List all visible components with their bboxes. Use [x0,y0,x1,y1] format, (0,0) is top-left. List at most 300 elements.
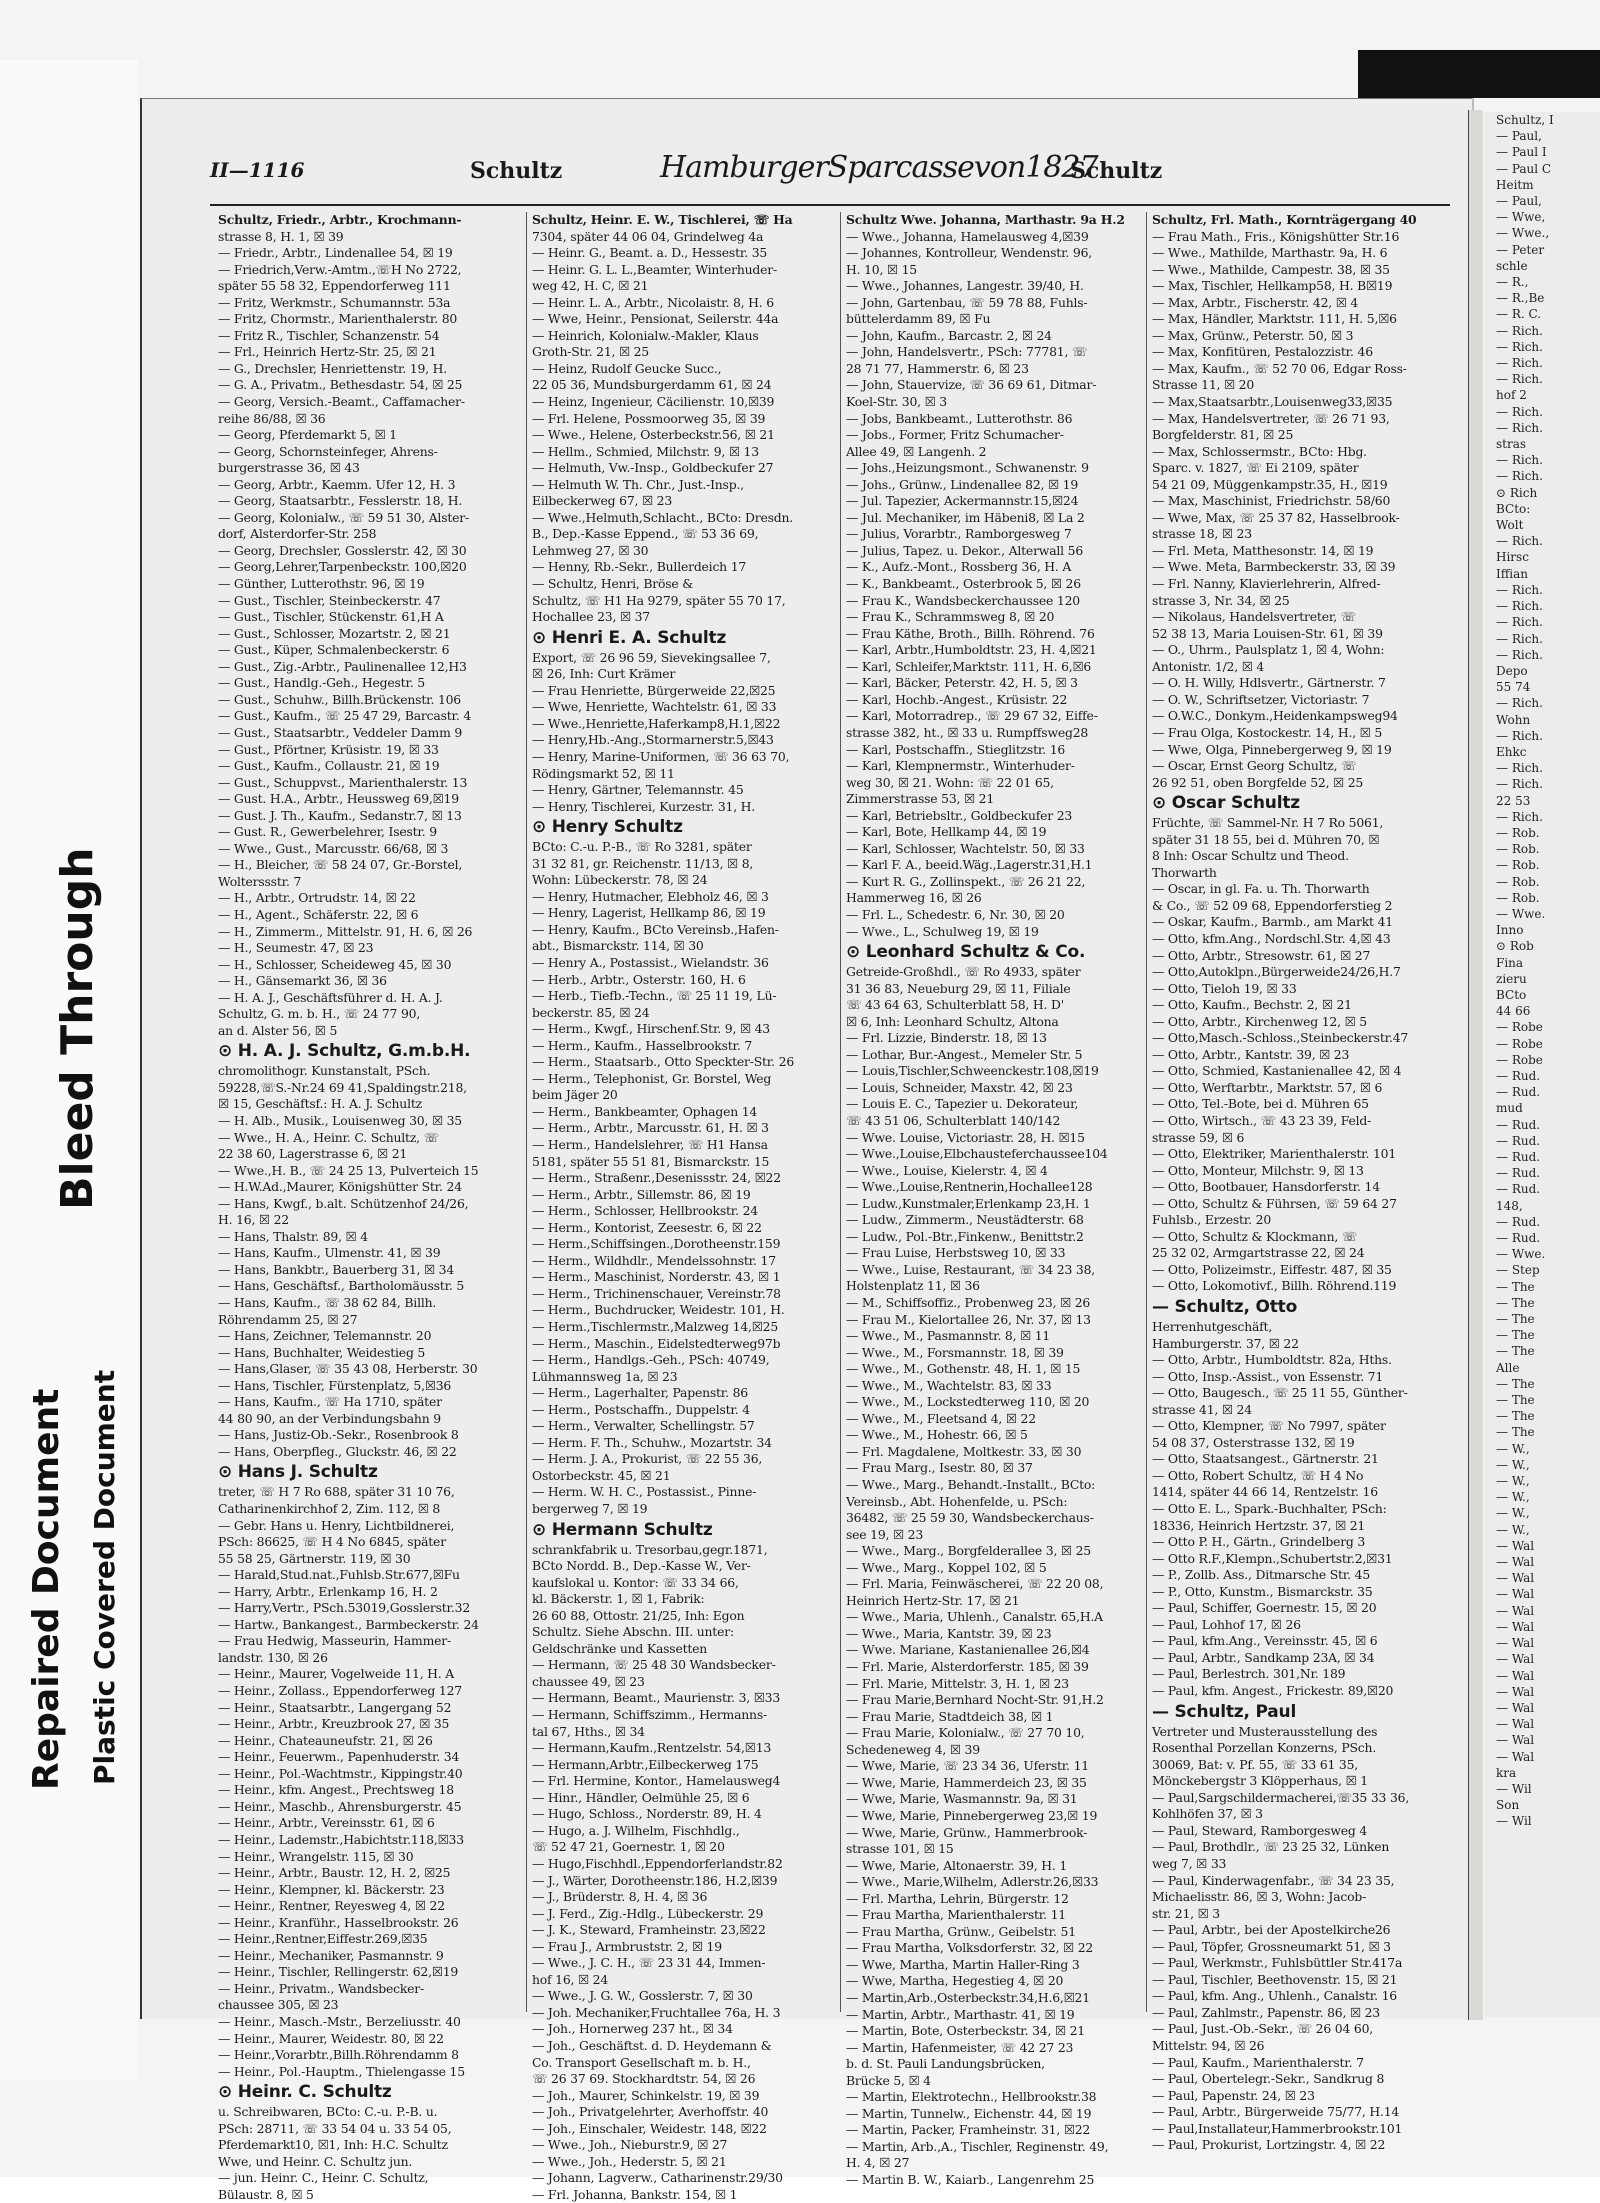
directory-entry: — Oscar, Ernst Georg Schultz, ☏ [1152,758,1357,774]
directory-entry: — P., Zollb. Ass., Ditmarsche Str. 45 [1152,1567,1371,1583]
directory-entry: Geldschränke und Kassetten [532,1640,708,1656]
directory-entry: — Gust., Staatsarbtr., Veddeler Damm 9 [218,724,463,740]
directory-entry: — Frl. Marie, Alsterdorferstr. 185, ☒ 39 [846,1659,1089,1675]
directory-entry: — Lothar, Bur.-Angest., Memeler Str. 5 [846,1046,1083,1062]
directory-entry: — Heinr., Privatm., Wandsbecker- [218,1980,425,1996]
directory-entry: — Wwe., Maria, Kantstr. 39, ☒ 23 [846,1625,1052,1641]
directory-entry: — Heinr., Chateauneufstr. 21, ☒ 26 [218,1732,433,1748]
directory-entry: — Gust., Kaufm., ☏ 25 47 29, Barcastr. 4 [218,708,472,724]
directory-entry: — Frau Marie,Bernhard Nocht-Str. 91,H.2 [846,1692,1104,1708]
directory-entry: — Heinr.,Rentner,Eiffestr.269,☒35 [218,1931,428,1947]
directory-entry: — Nikolaus, Handelsvertreter, ☏ [1152,609,1356,625]
directory-entry: — John, Handelsvertr., PSch: 77781, ☏ [846,344,1088,360]
directory-entry: ☏ 52 47 21, Goernestr. 1, ☒ 20 [532,1839,725,1855]
scan-edge-top [1358,50,1600,98]
directory-entry: — Joh., Hornerweg 237 ht., ☒ 34 [532,2021,733,2037]
directory-entry: — Paul, Arbtr., Bürgerweide 75/77, H.14 [1152,2104,1400,2120]
directory-entry: — Hugo, Schloss., Norderstr. 89, H. 4 [532,1806,762,1822]
directory-entry: — Günther, Lutterothstr. 96, ☒ 19 [218,576,425,592]
directory-entry: — Frau M., Kielortallee 26, Nr. 37, ☒ 13 [846,1311,1091,1327]
directory-entry: — Gust. J. Th., Kaufm., Sedanstr.7, ☒ 13 [218,807,462,823]
next-page-entry: — W., [1496,1522,1530,1537]
next-page-entry: — Rich. [1496,534,1543,549]
directory-entry: — Henry, Gärtner, Telemannstr. 45 [532,782,744,798]
directory-entry: — Frl., Heinrich Hertz-Str. 25, ☒ 21 [218,344,437,360]
directory-entry: — Frau Hedwig, Masseurin, Hammer- [218,1633,451,1649]
next-page-entry: — W., [1496,1506,1530,1521]
directory-entry: Mönckebergstr 3 Klöpperhaus, ☒ 1 [1152,1773,1368,1789]
directory-entry: Sparc. v. 1827, ☏ Ei 2109, später [1152,460,1359,476]
directory-entry: — Otto E. L., Spark.-Buchhalter, PSch: [1152,1501,1387,1517]
directory-entry: Schultz, G. m. b. H., ☏ 24 77 90, [218,1006,421,1022]
next-page-entry: 148, [1496,1198,1523,1213]
directory-entry: ⊙ Leonhard Schultz & Co. [846,942,1086,963]
directory-entry: — Julius, Tapez. u. Dekor., Alterwall 56 [846,542,1084,558]
next-page-entry: — The [1496,1344,1535,1359]
directory-entry: burgerstrasse 36, ☒ 43 [218,460,360,476]
directory-entry: — M., Schiffsoffiz., Probenweg 23, ☒ 26 [846,1295,1091,1310]
directory-entry: — Martin, Bote, Osterbeckstr. 34, ☒ 21 [846,2023,1085,2039]
next-page-entry: — Rich. [1496,372,1543,387]
directory-entry: — Harry, Arbtr., Erlenkamp 16, H. 2 [218,1583,438,1599]
directory-entry: — Otto, Monteur, Milchstr. 9, ☒ 13 [1152,1162,1364,1178]
directory-entry: — H., Arbtr., Ortrudstr. 14, ☒ 22 [218,890,416,906]
directory-entry: an d. Alster 56, ☒ 5 [218,1022,338,1038]
directory-entry: — Hermann,Arbtr.,Eilbeckerweg 175 [532,1756,759,1772]
next-page-entry: 22 53 [1496,793,1531,808]
next-page-entry: — The [1496,1393,1535,1408]
directory-entry: — Herm., Kontorist, Zeesestr. 6, ☒ 22 [532,1219,762,1235]
directory-entry: — Herb., Tiefb.-Techn., ☏ 25 11 19, Lü- [532,988,777,1004]
directory-entry: — K., Bankbeamt., Osterbrook 5, ☒ 26 [846,576,1081,592]
directory-entry: kaufslokal u. Kontor: ☏ 33 34 66, [532,1574,739,1590]
directory-entry: strasse 59, ☒ 6 [1152,1129,1245,1145]
directory-entry: 36482, ☏ 25 59 30, Wandsbeckerchaus- [846,1510,1094,1526]
directory-entry: — J., Wärter, Dorotheenstr.186, H.2,☒39 [532,1872,778,1888]
directory-entry: ⊙ Heinr. C. Schultz [218,2082,392,2103]
directory-entry: — Hans,Glaser, ☏ 35 43 08, Herberstr. 30 [218,1361,478,1377]
directory-entry: — Karl, Bäcker, Peterstr. 42, H. 5, ☒ 3 [846,675,1078,691]
directory-entry: & Co., ☏ 52 09 68, Eppendorferstieg 2 [1152,897,1393,913]
directory-entry: — Hans, Bankbtr., Bauerberg 31, ☒ 34 [218,1261,455,1277]
next-page-entry: — Rich. [1496,777,1543,792]
directory-entry: Schultz, Friedr., Arbtr., Krochmann- [218,212,462,227]
next-page-entry: — Rich. [1496,728,1543,743]
directory-entry: ☏ 43 51 06, Schulterblatt 140/142 [846,1112,1061,1128]
directory-entry: — Otto, Lokomotivf., Billh. Röhrend.119 [1152,1278,1397,1294]
directory-entry: strasse 101, ☒ 15 [846,1841,954,1857]
bleed-stamp: Bleed Through [52,847,103,1210]
page-number: II—1116 [210,158,305,182]
directory-entry: weg 7, ☒ 33 [1152,1855,1227,1871]
directory-entry: — J. Ferd., Zig.-Hdlg., Lübeckerstr. 29 [532,1905,764,1921]
directory-entry: — Fritz R., Tischler, Schanzenstr. 54 [218,327,440,343]
directory-entry: 18336, Heinrich Hertzstr. 37, ☒ 21 [1152,1517,1366,1533]
directory-entry: — Gust., Schlosser, Mozartstr. 2, ☒ 21 [218,625,451,641]
directory-entry: — Max, Kaufm., ☏ 52 70 06, Edgar Ross- [1152,360,1407,376]
directory-entry: — Louis, Schneider, Maxstr. 42, ☒ 23 [846,1079,1073,1095]
directory-entry: chaussee 49, ☒ 23 [532,1673,645,1689]
directory-entry: — Paul, Obertelegr.-Sekr., Sandkrug 8 [1152,2071,1385,2087]
directory-entry: — Gust., Tischler, Steinbeckerstr. 47 [218,592,441,608]
directory-entry: — Harry,Vertr., PSch.53019,Gosslerstr.32 [218,1600,471,1616]
next-page-entry: — Wal [1496,1571,1535,1586]
directory-entry: — Otto, Schultz & Klockmann, ☏ [1152,1228,1358,1244]
next-page-entry: — Wal [1496,1652,1535,1667]
directory-entry: 44 80 90, an der Verbindungsbahn 9 [218,1410,441,1426]
directory-entry: 54 08 37, Osterstrasse 132, ☒ 19 [1152,1434,1355,1450]
directory-entry: Rödingsmarkt 52, ☒ 11 [532,765,675,781]
directory-entry: — Martin, Packer, Framheinstr. 31, ☒22 [846,2122,1091,2138]
directory-entry: — Frl. Meta, Matthesonstr. 14, ☒ 19 [1152,542,1374,558]
directory-entry: — Martin, Arb.,A., Tischler, Reginenstr. 49, [846,2138,1109,2154]
directory-entry: — Gust., Handlg.-Geh., Hegestr. 5 [218,675,425,691]
next-page-entry: — Peter [1496,242,1545,257]
directory-entry: — Harald,Stud.nat.,Fuhlsb.Str.677,☒Fu [218,1567,460,1583]
directory-entry: — Herm., Verwalter, Schellingstr. 57 [532,1418,755,1434]
directory-entry: B., Dep.-Kasse Eppend., ☏ 53 36 69, [532,526,759,542]
directory-entry: — Paul, Zahlmstr., Papenstr. 86, ☒ 23 [1152,2004,1380,2020]
directory-entry: — Heinr. G., Beamt. a. D., Hessestr. 35 [532,245,768,261]
directory-entry: Kohlhöfen 37, ☒ 3 [1152,1806,1263,1822]
directory-entry: Schultz Wwe. Johanna, Marthastr. 9a H.2 [846,212,1125,227]
next-page-entry: Wohn [1496,712,1531,727]
directory-entry: — Hans, Geschäftsf., Bartholomäusstr. 5 [218,1278,465,1294]
directory-entry: — Otto, Klempner, ☏ No 7997, später [1152,1418,1386,1434]
next-page-entry: BCto [1496,987,1527,1002]
directory-entry: — John, Kaufm., Barcastr. 2, ☒ 24 [846,327,1052,343]
directory-entry: — Paul, Lohhof 17, ☒ 26 [1152,1616,1301,1632]
directory-entry: 30069, Bat: v. Pf. 55, ☏ 33 61 35, [1152,1756,1359,1772]
directory-entry: 55 58 25, Gärtnerstr. 119, ☒ 30 [218,1550,411,1566]
directory-entry: BCto: C.-u. P.-B., ☏ Ro 3281, später [532,839,752,855]
next-page-entry: — W., [1496,1457,1530,1472]
next-page-entry: — Rob. [1496,842,1540,857]
directory-entry: — Otto, Tel.-Bote, bei d. Mühren 65 [1152,1096,1369,1112]
directory-entry: 5181, später 55 51 81, Bismarckstr. 15 [532,1153,770,1169]
directory-entry: — Paul, Berlestrch. 301,Nr. 189 [1152,1666,1346,1682]
directory-entry: — Georg, Pferdemarkt 5, ☒ 1 [218,427,397,443]
directory-entry: ⊙ H. A. J. Schultz, G.m.b.H. [218,1041,471,1062]
directory-entry: — Karl, Motorradrep., ☏ 29 67 32, Eiffe- [846,708,1098,724]
directory-entry: 28 71 77, Hammerstr. 6, ☒ 23 [846,360,1029,376]
directory-entry: — Karl, Postschaffn., Stieglitzstr. 16 [846,741,1066,757]
directory-entry: — G., Drechsler, Henriettenstr. 19, H. [218,360,447,376]
directory-entry: — Hermann,Kaufm.,Rentzelstr. 54,☒13 [532,1740,772,1756]
directory-entry: Thorwarth [1152,864,1217,880]
directory-entry: — Heinr., Arbtr., Kreuzbrook 27, ☒ 35 [218,1716,450,1732]
directory-entry: — Hellm., Schmied, Milchstr. 9, ☒ 13 [532,443,759,459]
directory-entry: — Frau Martha, Volksdorferstr. 32, ☒ 22 [846,1940,1094,1956]
next-page-entry: — Wal [1496,1717,1535,1732]
directory-entry: — Otto, Baugesch., ☏ 25 11 55, Günther- [1152,1385,1408,1401]
directory-entry: — Paul, Töpfer, Grossneumarkt 51, ☒ 3 [1152,1938,1391,1954]
directory-entry: — Otto, Kaufm., Bechstr. 2, ☒ 21 [1152,997,1352,1013]
directory-entry: — Heinr.,Vorarbtr.,Billh.Röhrendamm 8 [218,2047,459,2063]
directory-entry: — Max, Arbtr., Fischerstr. 42, ☒ 4 [1152,294,1359,310]
directory-entry: — Frau Marie, Stadtdeich 38, ☒ 1 [846,1708,1054,1724]
directory-entry: — Wwe., Joh., Nieburstr.9, ☒ 27 [532,2137,728,2153]
directory-entry: — Heinr., Masch.-Mstr., Berzeliusstr. 40 [218,2013,461,2029]
directory-entry: ⊙ Hans J. Schultz [218,1462,378,1483]
directory-entry: — Hans, Tischler, Fürstenplatz, 5,☒36 [218,1377,452,1393]
next-page-entry: — The [1496,1312,1535,1327]
directory-entry: — Herm. J. A., Prokurist, ☏ 22 55 36, [532,1451,763,1467]
directory-entry: — Frl. Hermine, Kontor., Hamelausweg4 [532,1773,781,1789]
directory-entry: — Hans, Thalstr. 89, ☒ 4 [218,1228,368,1244]
directory-entry: Vereinsb., Abt. Hohenfelde, u. PSch: [846,1493,1068,1509]
directory-entry: — Frau Martha, Grünw., Geibelstr. 51 [846,1923,1076,1939]
directory-entry: — Henry, Hutmacher, Elebholz 46, ☒ 3 [532,888,769,904]
directory-entry: — Heinr. L. A., Arbtr., Nicolaistr. 8, H. 6 [532,294,774,310]
next-page-entry: — The [1496,1409,1535,1424]
directory-entry: — Hermann, Schiffszimm., Hermanns- [532,1707,767,1723]
directory-entry: — Schultz, Henri, Bröse & [532,576,694,592]
directory-entry: — Otto, Arbtr., Stresowstr. 61, ☒ 27 [1152,947,1371,963]
directory-entry: — Henry, Kaufm., BCto Vereinsb.,Hafen- [532,921,779,937]
directory-entry: b. d. St. Pauli Landungsbrücken, [846,2056,1045,2072]
directory-entry: weg 30, ☒ 21. Wohn: ☏ 22 01 65, [846,774,1054,790]
directory-entry: büttelerdamm 89, ☒ Fu [846,311,991,327]
directory-entry: — Heinr., Arbtr., Vereinsstr. 61, ☒ 6 [218,1815,435,1831]
directory-entry: — Paul, Arbtr., Sandkamp 23A, ☒ 34 [1152,1649,1375,1665]
column-3 [846,212,1150,2187]
directory-entry: — Martin, Tunnelw., Eichenstr. 44, ☒ 19 [846,2105,1092,2121]
directory-entry: 25 32 02, Armgartstrasse 22, ☒ 24 [1152,1245,1365,1261]
directory-entry: — Gust., Zig.-Arbtr., Paulinenallee 12,H3 [218,658,467,674]
next-page-entry: — R.,Be [1496,291,1545,306]
directory-entry: — Karl, Arbtr.,Humboldtstr. 23, H. 4,☒21 [846,642,1097,658]
directory-entry: — Helmuth, Vw.-Insp., Goldbeckufer 27 [532,460,774,476]
next-page-entry: — Rich. [1496,339,1543,354]
directory-entry: — Otto, Arbtr., Humboldtstr. 82a, Hths. [1152,1352,1392,1368]
directory-entry: 59228,☏S.-Nr.24 69 41,Spaldingstr.218, [218,1079,467,1095]
directory-entry: — Frau Käthe, Broth., Billh. Röhrend. 76 [846,625,1095,641]
directory-entry: Borgfelderstr. 81, ☒ 25 [1152,427,1294,443]
directory-entry: — Herb., Arbtr., Osterstr. 160, H. 6 [532,971,746,987]
column-1 [218,212,522,2202]
directory-entry: — Heinr., kfm. Angest., Prechtsweg 18 [218,1782,454,1798]
directory-entry: Bülaustr. 8, ☒ 5 [218,2186,314,2202]
directory-entry: beckerstr. 85, ☒ 24 [532,1004,650,1020]
next-page-entry: — Wal [1496,1555,1535,1570]
column-divider [840,212,841,2012]
directory-entry: — Karl, Betriebsltr., Goldbeckufer 23 [846,807,1073,823]
directory-entry: — Wwe., Marg., Behandt.-Installt., BCto: [846,1477,1096,1493]
directory-entry: — Frl. Helene, Possmoorweg 35, ☒ 39 [532,410,766,426]
directory-entry: — Wwe., J. G. W., Gosslerstr. 7, ☒ 30 [532,1988,753,2004]
directory-entry: — Wwe., Johanna, Hamelausweg 4,☒39 [846,228,1089,244]
directory-entry: 31 32 81, gr. Reichenstr. 11/13, ☒ 8, [532,855,754,871]
directory-entry: — Wwe.,Helmuth,Schlacht., BCto: Dresdn. [532,509,794,525]
next-page-entry: — The [1496,1328,1535,1343]
directory-entry: — Paul, Papenstr. 24, ☒ 23 [1152,2087,1315,2103]
directory-entry: — Wwe., Joh., Hederstr. 5, ☒ 21 [532,2153,727,2169]
next-page-entry: — Wal [1496,1538,1535,1553]
directory-entry: — Gust., Schuhw., Billh.Brückenstr. 106 [218,691,461,707]
directory-entry: — Max, Schlossermstr., BCto: Hbg. [1152,443,1367,459]
directory-entry: später 55 58 32, Eppendorferweg 111 [218,278,451,294]
directory-entry: — Friedrich,Verw.-Amtm.,☏H No 2722, [218,261,462,277]
next-page-entry: Son [1496,1798,1520,1813]
directory-entry: — Wwe., M., Hohestr. 66, ☒ 5 [846,1427,1028,1443]
directory-entry: — jun. Heinr. C., Heinr. C. Schultz, [218,2170,429,2186]
directory-entry: — Paul, kfm. Ang., Uhlenh., Canalstr. 16 [1152,1988,1397,2004]
directory-entry: — Schultz, Paul [1152,1701,1297,1722]
directory-entry: — Georg,Lehrer,Tarpenbeckstr. 100,☒20 [218,559,467,575]
next-page-entry: — Rich. [1496,420,1543,435]
directory-entry: — Georg, Arbtr., Kaemm. Ufer 12, H. 3 [218,476,456,492]
next-page-entry: Hirsc [1496,550,1529,565]
directory-entry: — Heinr., Lademstr.,Habichtstr.118,☒33 [218,1831,464,1847]
directory-entry: — O., Uhrm., Paulsplatz 1, ☒ 4, Wohn: [1152,642,1385,658]
directory-entry: — Herm.,Schiffsingen.,Dorotheenstr.159 [532,1236,781,1252]
directory-entry: — Wwe., Mathilde, Campestr. 38, ☒ 35 [1152,261,1390,277]
directory-entry: — John, Gartenbau, ☏ 59 78 88, Fuhls- [846,294,1088,310]
next-page-entry: — Paul, [1496,194,1542,209]
directory-entry: weg 42, H. C, ☒ 21 [532,278,649,294]
directory-entry: — Louis E. C., Tapezier u. Dekorateur, [846,1096,1079,1112]
directory-entry: — Gust., Pförtner, Krüsistr. 19, ☒ 33 [218,741,439,757]
directory-entry: — H., Seumestr. 47, ☒ 23 [218,940,374,956]
directory-entry: — Oscar, in gl. Fa. u. Th. Thorwarth [1152,881,1370,897]
directory-entry: — Otto P. H., Gärtn., Grindelberg 3 [1152,1534,1366,1550]
directory-entry: — Gust. R., Gewerbelehrer, Isestr. 9 [218,824,437,840]
next-page-entry: — Wal [1496,1636,1535,1651]
directory-entry: — Wwe.,Louise,Rentnerin,Hochallee128 [846,1179,1093,1195]
page-gutter [1468,110,1483,2020]
directory-entry: — Karl, Klempnermstr., Winterhuder- [846,758,1075,774]
directory-entry: — Martin B. W., Kaiarb., Langenrehm 25 [846,2171,1095,2187]
directory-entry: — Frau Math., Fris., Königshütter Str.16 [1152,228,1400,244]
directory-entry: — Herm.,Tischlermstr.,Malzweg 14,☒25 [532,1319,779,1334]
directory-entry: — Wwe., Maria, Uhlenh., Canalstr. 65,H.A [846,1609,1103,1625]
next-page-entry: stras [1496,437,1527,452]
directory-entry: 7304, später 44 06 04, Grindelweg 4a [532,228,764,244]
directory-entry: hof 16, ☒ 24 [532,1971,609,1987]
directory-entry: BCto Nordd. B., Dep.-Kasse W., Ver- [532,1558,751,1574]
column-divider [526,212,527,2012]
directory-entry: — Max, Maschinist, Friedrichstr. 58/60 [1152,493,1391,509]
directory-entry: — Wwe.,H. B., ☏ 24 25 13, Pulverteich 15 [218,1162,479,1178]
directory-entry: — Heinr., Wrangelstr. 115, ☒ 30 [218,1848,414,1864]
directory-entry: — Wwe, Martha, Hegestieg 4, ☒ 20 [846,1973,1064,1989]
directory-entry: — Heinr., Rentner, Reyesweg 4, ☒ 22 [218,1898,445,1914]
next-page-entry: — W., [1496,1474,1530,1489]
next-page-entry: — Rob. [1496,825,1540,840]
directory-entry: Schultz, ☏ H1 Ha 9279, später 55 70 17, [532,592,786,608]
directory-entry: — Wwe. Meta, Barmbeckerstr. 33, ☒ 39 [1152,559,1396,575]
next-page-entry: — Wil [1496,1781,1532,1796]
directory-entry: 22 05 36, Mundsburgerdamm 61, ☒ 24 [532,377,772,393]
next-page-entry: — Rich. [1496,404,1543,419]
next-page-entry: kra [1496,1765,1517,1780]
directory-entry: 8 Inh: Oscar Schultz und Theod. [1152,848,1349,864]
directory-entry: Heinrich Hertz-Str. 17, ☒ 21 [846,1592,1020,1608]
directory-entry: — Karl, Schleifer,Marktstr. 111, H. 6,☒6 [846,658,1092,674]
next-page-entry: Schultz, I [1496,113,1554,127]
directory-entry: — Herm., Lagerhalter, Papenstr. 86 [532,1385,748,1401]
next-page-entry: Fina [1496,955,1524,970]
directory-entry: Export, ☏ 26 96 59, Sievekingsallee 7, [532,649,771,665]
next-page-entry: — Rud. [1496,1231,1541,1246]
directory-entry: — H., Agent., Schäferstr. 22, ☒ 6 [218,906,419,922]
directory-entry: Strasse 11, ☒ 20 [1152,377,1255,393]
next-page-entry: — Paul I [1496,145,1547,160]
directory-entry: — Paul, Kaufm., Marienthalerstr. 7 [1152,2054,1364,2070]
directory-entry: — Joh., Privatgelehrter, Averhoffstr. 40 [532,2104,769,2120]
next-page-entry: — The [1496,1425,1535,1440]
next-page-entry: — Rud. [1496,1166,1541,1181]
directory-entry: — Joh., Einschaler, Weidestr. 148, ☒22 [532,2120,767,2136]
directory-entry: 1414, später 44 66 14, Rentzelstr. 16 [1152,1484,1378,1500]
directory-entry: — Jobs, Bankbeamt., Lutterothstr. 86 [846,410,1073,426]
directory-entry: — Max, Tischler, Hellkamp58, H. B☒19 [1152,278,1393,294]
directory-entry: — Paul, Brothdlr., ☏ 23 25 32, Lünken [1152,1839,1390,1855]
directory-entry: — Paul, Arbtr., bei der Apostelkirche26 [1152,1922,1391,1938]
directory-entry: — Heinr., Tischler, Rellingerstr. 62,☒19 [218,1964,459,1980]
next-page-entry: — Rich. [1496,631,1543,646]
directory-entry: — Max, Händler, Marktstr. 111, H. 5,☒6 [1152,311,1397,327]
directory-entry: — J. K., Steward, Framheinstr. 23,☒22 [532,1922,766,1938]
directory-entry: — Paul, Kinderwagenfabr., ☏ 34 23 35, [1152,1872,1395,1888]
directory-entry: — Wwe., M., Fleetsand 4, ☒ 22 [846,1410,1036,1426]
directory-entry: — Herm., Postschaffn., Duppelstr. 4 [532,1401,750,1417]
directory-entry: strasse 18, ☒ 23 [1152,526,1252,542]
next-page-entry: — Rud. [1496,1182,1541,1197]
header-rule [210,204,1450,206]
directory-entry: — Ludw., Zimmerm., Neustädterstr. 68 [846,1212,1084,1228]
directory-entry: treter, ☏ H 7 Ro 688, später 31 10 76, [218,1484,455,1500]
next-page-entry: — Wal [1496,1587,1535,1602]
directory-entry: — Frl. Johanna, Bankstr. 154, ☒ 1 [532,2186,738,2202]
directory-entry: Antonistr. 1/2, ☒ 4 [1152,658,1265,674]
directory-entry: chromolithogr. Kunstanstalt, PSch. [218,1063,431,1079]
directory-entry: — Max, Handelsvertreter, ☏ 26 71 93, [1152,410,1390,426]
directory-entry: — Gust., Schuppvst., Marienthalerstr. 13 [218,774,468,790]
directory-entry: — Wwe, Marie, Pinnebergerweg 23,☒ 19 [846,1807,1098,1823]
directory-entry: Fuhlsb., Erzestr. 20 [1152,1212,1271,1228]
directory-entry: — Otto, Schultz & Führsen, ☏ 59 64 27 [1152,1195,1397,1211]
directory-entry: Schedeneweg 4, ☒ 39 [846,1741,980,1757]
directory-entry: — H., Zimmerm., Mittelstr. 91, H. 6, ☒ 26 [218,923,473,939]
directory-entry: — Otto, Schmied, Kastanienallee 42, ☒ 4 [1152,1063,1402,1079]
directory-entry: — Paul, Tischler, Beethovenstr. 15, ☒ 21 [1152,1971,1398,1987]
directory-entry: Catharinenkirchhof 2, Zim. 112, ☒ 8 [218,1501,441,1517]
directory-entry: — Ludw.,Kunstmaler,Erlenkamp 23,H. 1 [846,1195,1091,1211]
directory-entry: — Herm., Maschinist, Norderstr. 43, ☒ 1 [532,1269,781,1285]
directory-entry: — Paul, Steward, Ramborgesweg 4 [1152,1822,1368,1838]
next-page-entry: — Rich. [1496,453,1543,468]
directory-entry: — Otto, Arbtr., Kantstr. 39, ☒ 23 [1152,1046,1350,1062]
directory-entry: — Jul. Mechaniker, im Häbeni8, ☒ La 2 [846,509,1085,525]
next-page-entry: — Rud. [1496,1133,1541,1148]
next-page-entry: Iffian [1496,566,1528,581]
directory-entry: — Karl, Hochb.-Angest., Krüsistr. 22 [846,691,1068,707]
directory-entry: ⊙ Oscar Schultz [1152,793,1300,814]
next-page-entry: — Wwe. [1496,906,1546,921]
directory-entry: — Herm., Handelslehrer, ☏ H1 Hansa [532,1136,768,1152]
directory-entry: — Herm., Schlosser, Hellbrookstr. 24 [532,1203,758,1219]
directory-entry: später 31 18 55, bei d. Mühren 70, ☒ [1152,831,1380,847]
directory-entry: Zimmerstrasse 53, ☒ 21 [846,791,995,807]
directory-entry: Allee 49, ☒ Langenh. 2 [846,443,987,459]
directory-entry: Brücke 5, ☒ 4 [846,2072,931,2088]
directory-entry: 52 38 13, Maria Louisen-Str. 61, ☒ 39 [1152,625,1383,641]
directory-entry: — Wwe. Mariane, Kastanienallee 26,☒4 [846,1642,1090,1658]
sparcasse-logo: HamburgerSparcassevon1827 [660,150,1098,185]
next-page-entry: — Paul C [1496,161,1552,176]
